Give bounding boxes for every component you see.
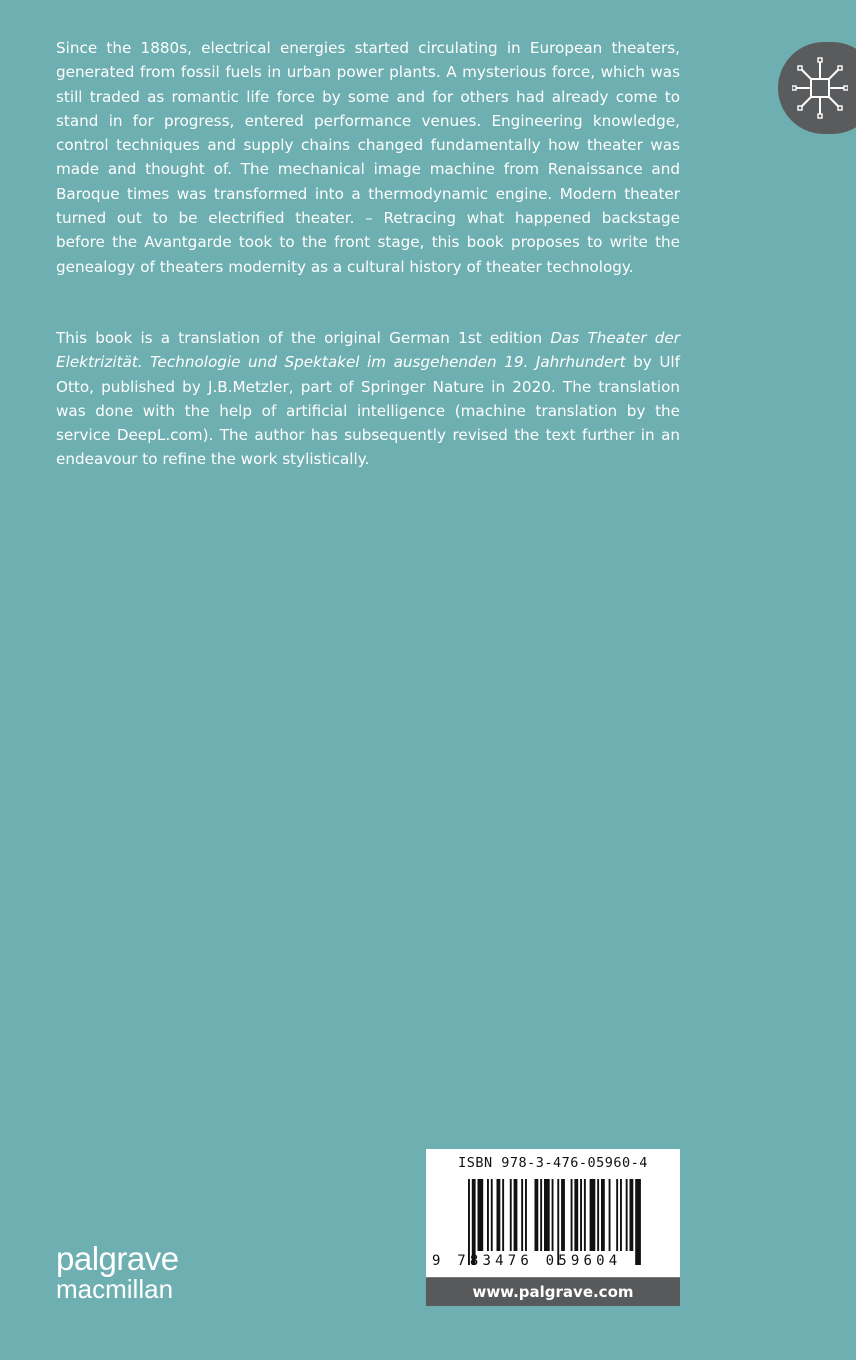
barcode-bar <box>635 1179 641 1265</box>
barcode-bar <box>525 1179 527 1251</box>
barcode-bar <box>601 1179 605 1251</box>
isbn-label: ISBN 978-3-476-05960-4 <box>458 1155 648 1171</box>
blurb-line: before the Avantgarde took to the front stage, this book proposes to write the <box>56 233 680 252</box>
logo-macmillan: macmillan <box>56 1274 174 1304</box>
barcode-bar <box>535 1179 539 1251</box>
barcode-bar <box>609 1179 611 1251</box>
note-line <box>56 326 680 350</box>
blurb-line: stand in for progress, entered performance venues. Engineering knowledge, <box>56 111 680 130</box>
barcode-digits: 9 783476 059604 <box>432 1253 622 1269</box>
original-title: Elektrizität. Technologie und Spektakel im ausgehenden 19. Jahrhundert <box>56 353 626 372</box>
barcode-bar <box>580 1179 582 1251</box>
note-line: endeavour to refine the work stylistically. <box>56 450 370 469</box>
blurb-paragraph <box>56 36 680 279</box>
network-node-icon <box>792 56 848 120</box>
barcode-bar <box>584 1179 586 1251</box>
barcode-bar <box>616 1179 618 1251</box>
blurb-line: control techniques and supply chains changed fundamentally how theater was <box>56 136 680 155</box>
blurb-line: genealogy of theaters modernity as a cultural history of theater technology. <box>56 257 634 276</box>
barcode-bar <box>630 1179 634 1251</box>
blurb-line: made and thought of. The mechanical image machine from Renaissance and <box>56 160 680 179</box>
blurb-line: Baroque times was transformed into a thermodynamic engine. Modern theater <box>56 184 680 203</box>
logo-palgrave: palgrave <box>56 1240 179 1277</box>
blurb-line: generated from fossil fuels in urban power plants. A mysterious force, which was <box>56 63 680 82</box>
note-line: was done with the help of artificial intelligence (machine translation by the <box>56 401 680 420</box>
note-text: This book is a translation of the original German 1st edition <box>56 329 551 347</box>
barcode-bar <box>497 1179 501 1251</box>
barcode-bar <box>561 1179 565 1251</box>
note-line: service DeepL.com). The author has subsequently revised the text further in an <box>56 426 680 445</box>
barcode-bar <box>626 1179 628 1251</box>
barcode-bar <box>590 1179 596 1251</box>
publisher-emblem-tab <box>778 42 856 134</box>
note-line: Otto, published by J.B.Metzler, part of Springer Nature in 2020. The translation <box>56 377 680 396</box>
barcode-bar <box>514 1179 518 1251</box>
note-line <box>56 350 680 374</box>
translation-note <box>56 326 680 472</box>
blurb-line: Since the 1880s, electrical energies started circulating in European theaters, <box>56 39 680 57</box>
barcode-bar <box>521 1179 523 1251</box>
publisher-url[interactable]: www.palgrave.com <box>426 1277 680 1306</box>
barcode-bar <box>620 1179 622 1251</box>
barcode-bar <box>502 1179 504 1251</box>
barcode-bar <box>478 1179 484 1251</box>
barcode-bar <box>552 1179 554 1251</box>
barcode-bar <box>510 1179 512 1251</box>
barcode-bar <box>574 1179 578 1251</box>
blurb-line: turned out to be electrified theater. – Retracing what happened backstage <box>56 209 680 228</box>
barcode-bar <box>487 1179 489 1251</box>
isbn-barcode <box>426 1149 680 1277</box>
barcode-bar <box>597 1179 599 1251</box>
barcode-bar <box>540 1179 542 1251</box>
note-text: by Ulf <box>625 353 681 372</box>
barcode-bar <box>571 1179 573 1251</box>
barcode-bar <box>491 1179 493 1251</box>
original-title: Das Theater der <box>550 329 681 347</box>
barcode-bar <box>544 1179 550 1251</box>
palgrave-macmillan-logo <box>56 1240 179 1304</box>
blurb-line: still traded as romantic life force by some and for others had already come to <box>56 87 680 106</box>
